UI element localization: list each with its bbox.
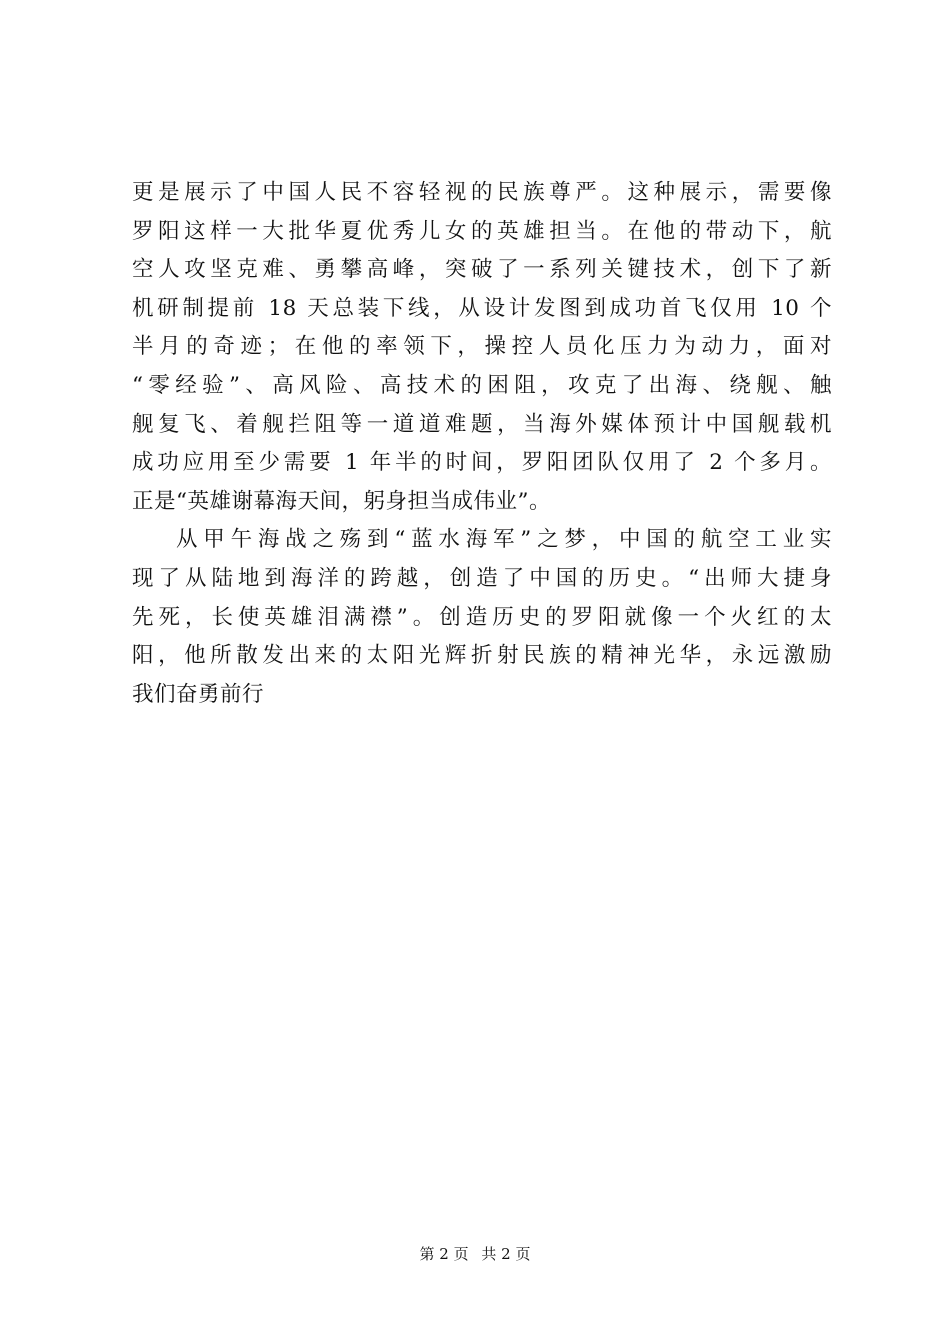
text-line: 机研制提前 18 天总装下线，从设计发图到成功首飞仅用 10 个: [132, 295, 832, 321]
total-pages: 共 2 页: [481, 1245, 531, 1263]
text-line: 从甲午海战之殇到“蓝水海军”之梦，中国的航空工业实: [176, 527, 832, 553]
text-line: 罗阳这样一大批华夏优秀儿女的英雄担当。在他的带动下，航: [132, 218, 832, 244]
text-line: 空人攻坚克难、勇攀高峰，突破了一系列关键技术，创下了新: [132, 257, 832, 283]
text-line: 正是“英雄谢幕海天间，躬身担当成伟业”。: [132, 488, 551, 514]
paragraph-1: [132, 174, 832, 521]
text-line: 我们奋勇前行: [132, 681, 265, 707]
page-number: 第 2 页: [419, 1245, 469, 1263]
page-footer: [0, 1244, 950, 1264]
body-text: [132, 174, 832, 714]
text-line: 现了从陆地到海洋的跨越，创造了中国的历史。“出师大捷身: [132, 565, 832, 591]
text-line: 更是展示了中国人民不容轻视的民族尊严。这种展示，需要像: [132, 180, 832, 205]
text-line: 成功应用至少需要 1 年半的时间，罗阳团队仅用了 2 个多月。: [132, 450, 832, 476]
text-line: 半月的奇迹；在他的率领下，操控人员化压力为动力，面对: [132, 334, 832, 360]
text-line: 舰复飞、着舰拦阻等一道道难题，当海外媒体预计中国舰载机: [132, 411, 832, 437]
text-line: 阳，他所散发出来的太阳光辉折射民族的精神光华，永远激励: [132, 643, 832, 669]
paragraph-2: [132, 521, 832, 714]
text-line: 先死，长使英雄泪满襟”。创造历史的罗阳就像一个火红的太: [132, 604, 832, 630]
text-line: “零经验”、高风险、高技术的困阻，攻克了出海、绕舰、触: [132, 372, 832, 398]
